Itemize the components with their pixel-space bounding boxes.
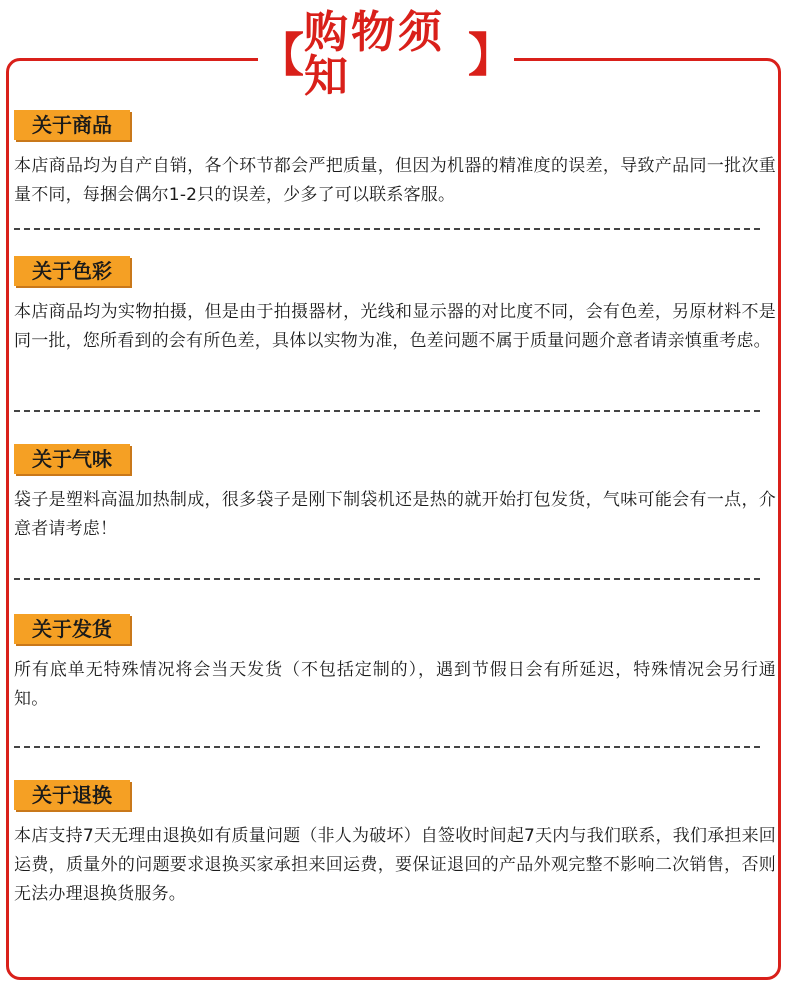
section-tag-shipping: 关于发货	[14, 614, 130, 644]
section-text-smell: 袋子是塑料高温加热制成，很多袋子是刚下制袋机还是热的就开始打包发货，气味可能会有一点，介意者请考虑！	[14, 490, 776, 539]
section-text-product: 本店商品均为自产自销，各个环节都会严把质量，但因为机器的精准度的误差，导致产品同一批次重量不同，每捆会偶尔1-2只的误差，少多了可以联系客服。	[14, 156, 776, 205]
divider	[14, 578, 760, 580]
section-product	[14, 110, 782, 210]
section-returns	[14, 780, 782, 909]
section-tag-smell: 关于气味	[14, 444, 130, 474]
section-tag-color: 关于色彩	[14, 256, 130, 286]
title-text: 购物须知	[304, 7, 445, 102]
title-bracket-left: 【	[258, 28, 304, 82]
page-title	[258, 7, 514, 102]
section-tag-product: 关于商品	[14, 110, 130, 140]
section-tag-returns: 关于退换	[14, 780, 130, 810]
section-color	[14, 256, 782, 356]
section-shipping	[14, 614, 782, 714]
title-bracket-right: 】	[468, 28, 514, 82]
divider	[14, 228, 760, 230]
divider	[14, 746, 760, 748]
section-text-returns: 本店支持7天无理由退换如有质量问题（非人为破坏）自签收时间起7天内与我们联系，我们承担来回运费，质量外的问题要求退换买家承担来回运费，要保证退回的产品外观完整不影响二次销售，否则无法办理退换货服务。	[14, 826, 776, 904]
section-text-color: 本店商品均为实物拍摄，但是由于拍摄器材，光线和显示器的对比度不同，会有色差，另原材料不是同一批，您所看到的会有所色差，具体以实物为准，色差问题不属于质量问题介意者请亲慎重考虑。	[14, 302, 776, 351]
section-smell	[14, 444, 782, 544]
divider	[14, 410, 760, 412]
section-text-shipping: 所有底单无特殊情况将会当天发货（不包括定制的），遇到节假日会有所延迟，特殊情况会另行通知。	[14, 660, 776, 709]
